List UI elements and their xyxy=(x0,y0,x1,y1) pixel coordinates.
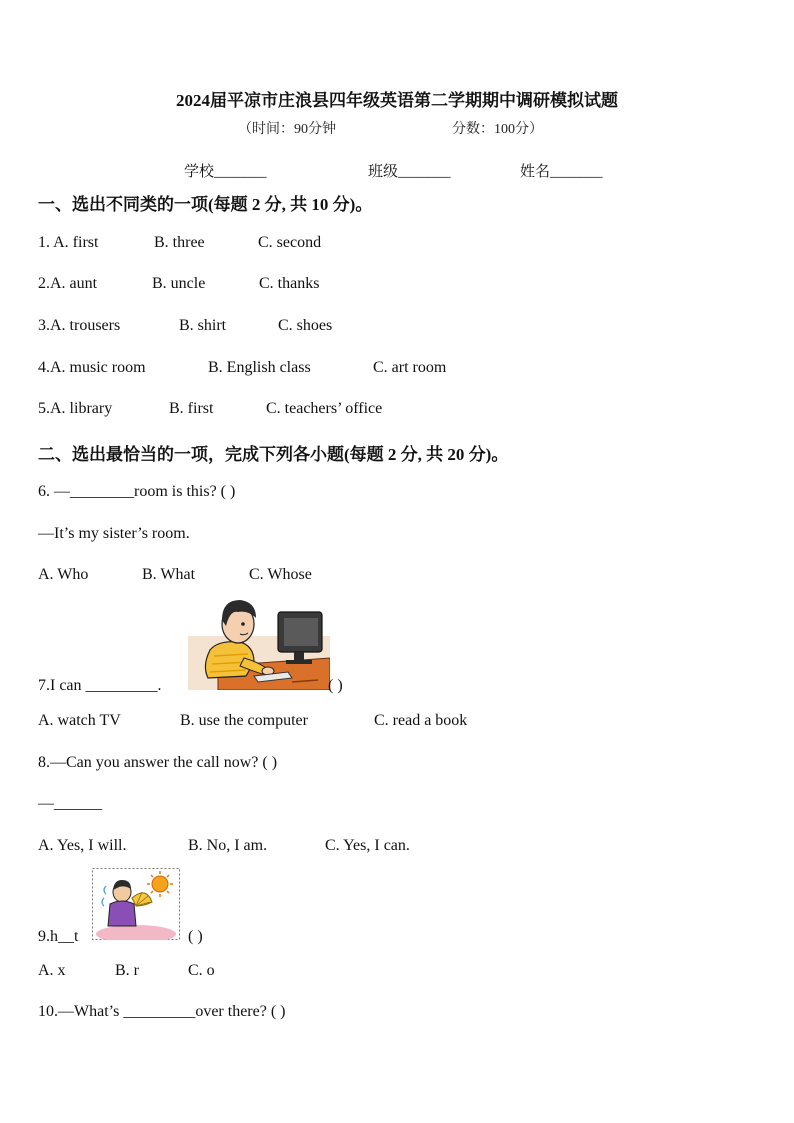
q1-row xyxy=(38,234,98,252)
monitor-screen xyxy=(284,618,318,646)
q3-num: 3. xyxy=(38,317,50,334)
q1-option-c: C. second xyxy=(258,234,322,251)
q4-option-c: C. art room xyxy=(373,359,447,376)
q6-option-a: A. Who xyxy=(38,566,89,583)
time-info: （时间：90分钟 xyxy=(238,122,336,137)
monitor-stand xyxy=(294,652,304,660)
q5-option-c: C. teachers’ office xyxy=(266,400,383,417)
q2-option-c: C. thanks xyxy=(259,275,320,292)
q6-question xyxy=(38,483,235,501)
q9-option-c: C. o xyxy=(188,962,215,979)
q6-blank: ________ xyxy=(70,483,134,500)
class-field xyxy=(368,160,451,181)
q9-option-a: A. x xyxy=(38,962,66,979)
q7-option-c: C. read a book xyxy=(374,712,468,729)
q4-row xyxy=(38,359,146,377)
q3-option-b: B. shirt xyxy=(179,317,227,334)
boy-eye xyxy=(241,622,245,626)
q7-paren: ( ) xyxy=(328,677,343,694)
q8-answer: —______ xyxy=(38,795,102,812)
q8-option-c: C. Yes, I can. xyxy=(325,837,410,854)
q9-option-b: B. r xyxy=(115,962,139,979)
q5-row xyxy=(38,400,112,418)
q7-suffix: . xyxy=(157,677,162,694)
monitor-base xyxy=(286,660,312,664)
q6-option-b: B. What xyxy=(142,566,196,583)
q1-num: 1. xyxy=(38,234,54,251)
q10-suffix: over there? ( ) xyxy=(195,1003,286,1020)
q7-prefix: 7.I can xyxy=(38,677,86,694)
q7-option-a: A. watch TV xyxy=(38,712,121,729)
boy-computer-illustration xyxy=(188,596,330,690)
q7-blank: _________ xyxy=(85,677,158,694)
q4-option-b: B. English class xyxy=(208,359,311,376)
score-info: 分数：100分） xyxy=(452,122,543,137)
q6-answer: —It’s my sister’s room. xyxy=(38,525,190,542)
q6-prefix: 6. — xyxy=(38,483,70,500)
name-field xyxy=(520,160,603,181)
q9-question: 9.h__t xyxy=(38,928,79,945)
q4-option-a: A. music room xyxy=(50,359,146,376)
q8-option-b: B. No, I am. xyxy=(188,837,268,854)
q6-option-c: C. Whose xyxy=(249,566,312,583)
name-blank: _______ xyxy=(550,164,603,180)
school-field xyxy=(184,160,267,181)
class-blank: _______ xyxy=(398,164,451,180)
q1-option-b: B. three xyxy=(154,234,205,251)
q3-row xyxy=(38,317,120,335)
name-label: 姓名 xyxy=(520,164,551,180)
q5-option-a: A. library xyxy=(50,400,113,417)
section2-heading: 二、选出最恰当的一项，完成下列各小题(每题 2 分, 共 20 分)。 xyxy=(38,445,509,464)
q2-option-a: A. aunt xyxy=(50,275,98,292)
q8-question: 8.—Can you answer the call now? ( ) xyxy=(38,754,278,771)
q10-blank: _________ xyxy=(123,1003,196,1020)
q6-suffix: room is this? ( ) xyxy=(134,483,236,500)
hot-day-illustration xyxy=(92,868,180,940)
q3-option-c: C. shoes xyxy=(278,317,333,334)
q3-option-a: A. trousers xyxy=(50,317,121,334)
q1-option-a: A. first xyxy=(53,234,99,251)
school-blank: _______ xyxy=(214,164,267,180)
q7-option-b: B. use the computer xyxy=(180,712,308,729)
school-label: 学校 xyxy=(184,164,215,180)
q5-num: 5. xyxy=(38,400,50,417)
q9-paren: ( ) xyxy=(188,928,203,945)
boy-shirt xyxy=(108,901,136,926)
q2-option-b: B. uncle xyxy=(152,275,206,292)
class-label: 班级 xyxy=(368,164,399,180)
q10-prefix: 10.—What’s xyxy=(38,1003,124,1020)
section1-heading: 一、选出不同类的一项(每题 2 分, 共 10 分)。 xyxy=(38,195,373,214)
q8-option-a: A. Yes, I will. xyxy=(38,837,127,854)
q7-question xyxy=(38,677,162,695)
q4-num: 4. xyxy=(38,359,50,376)
page-title: 2024届平凉市庄浪县四年级英语第二学期期中调研模拟试题 xyxy=(176,91,618,110)
q2-row xyxy=(38,275,97,293)
q10-question xyxy=(38,1003,286,1021)
q2-num: 2. xyxy=(38,275,50,292)
q5-option-b: B. first xyxy=(169,400,214,417)
